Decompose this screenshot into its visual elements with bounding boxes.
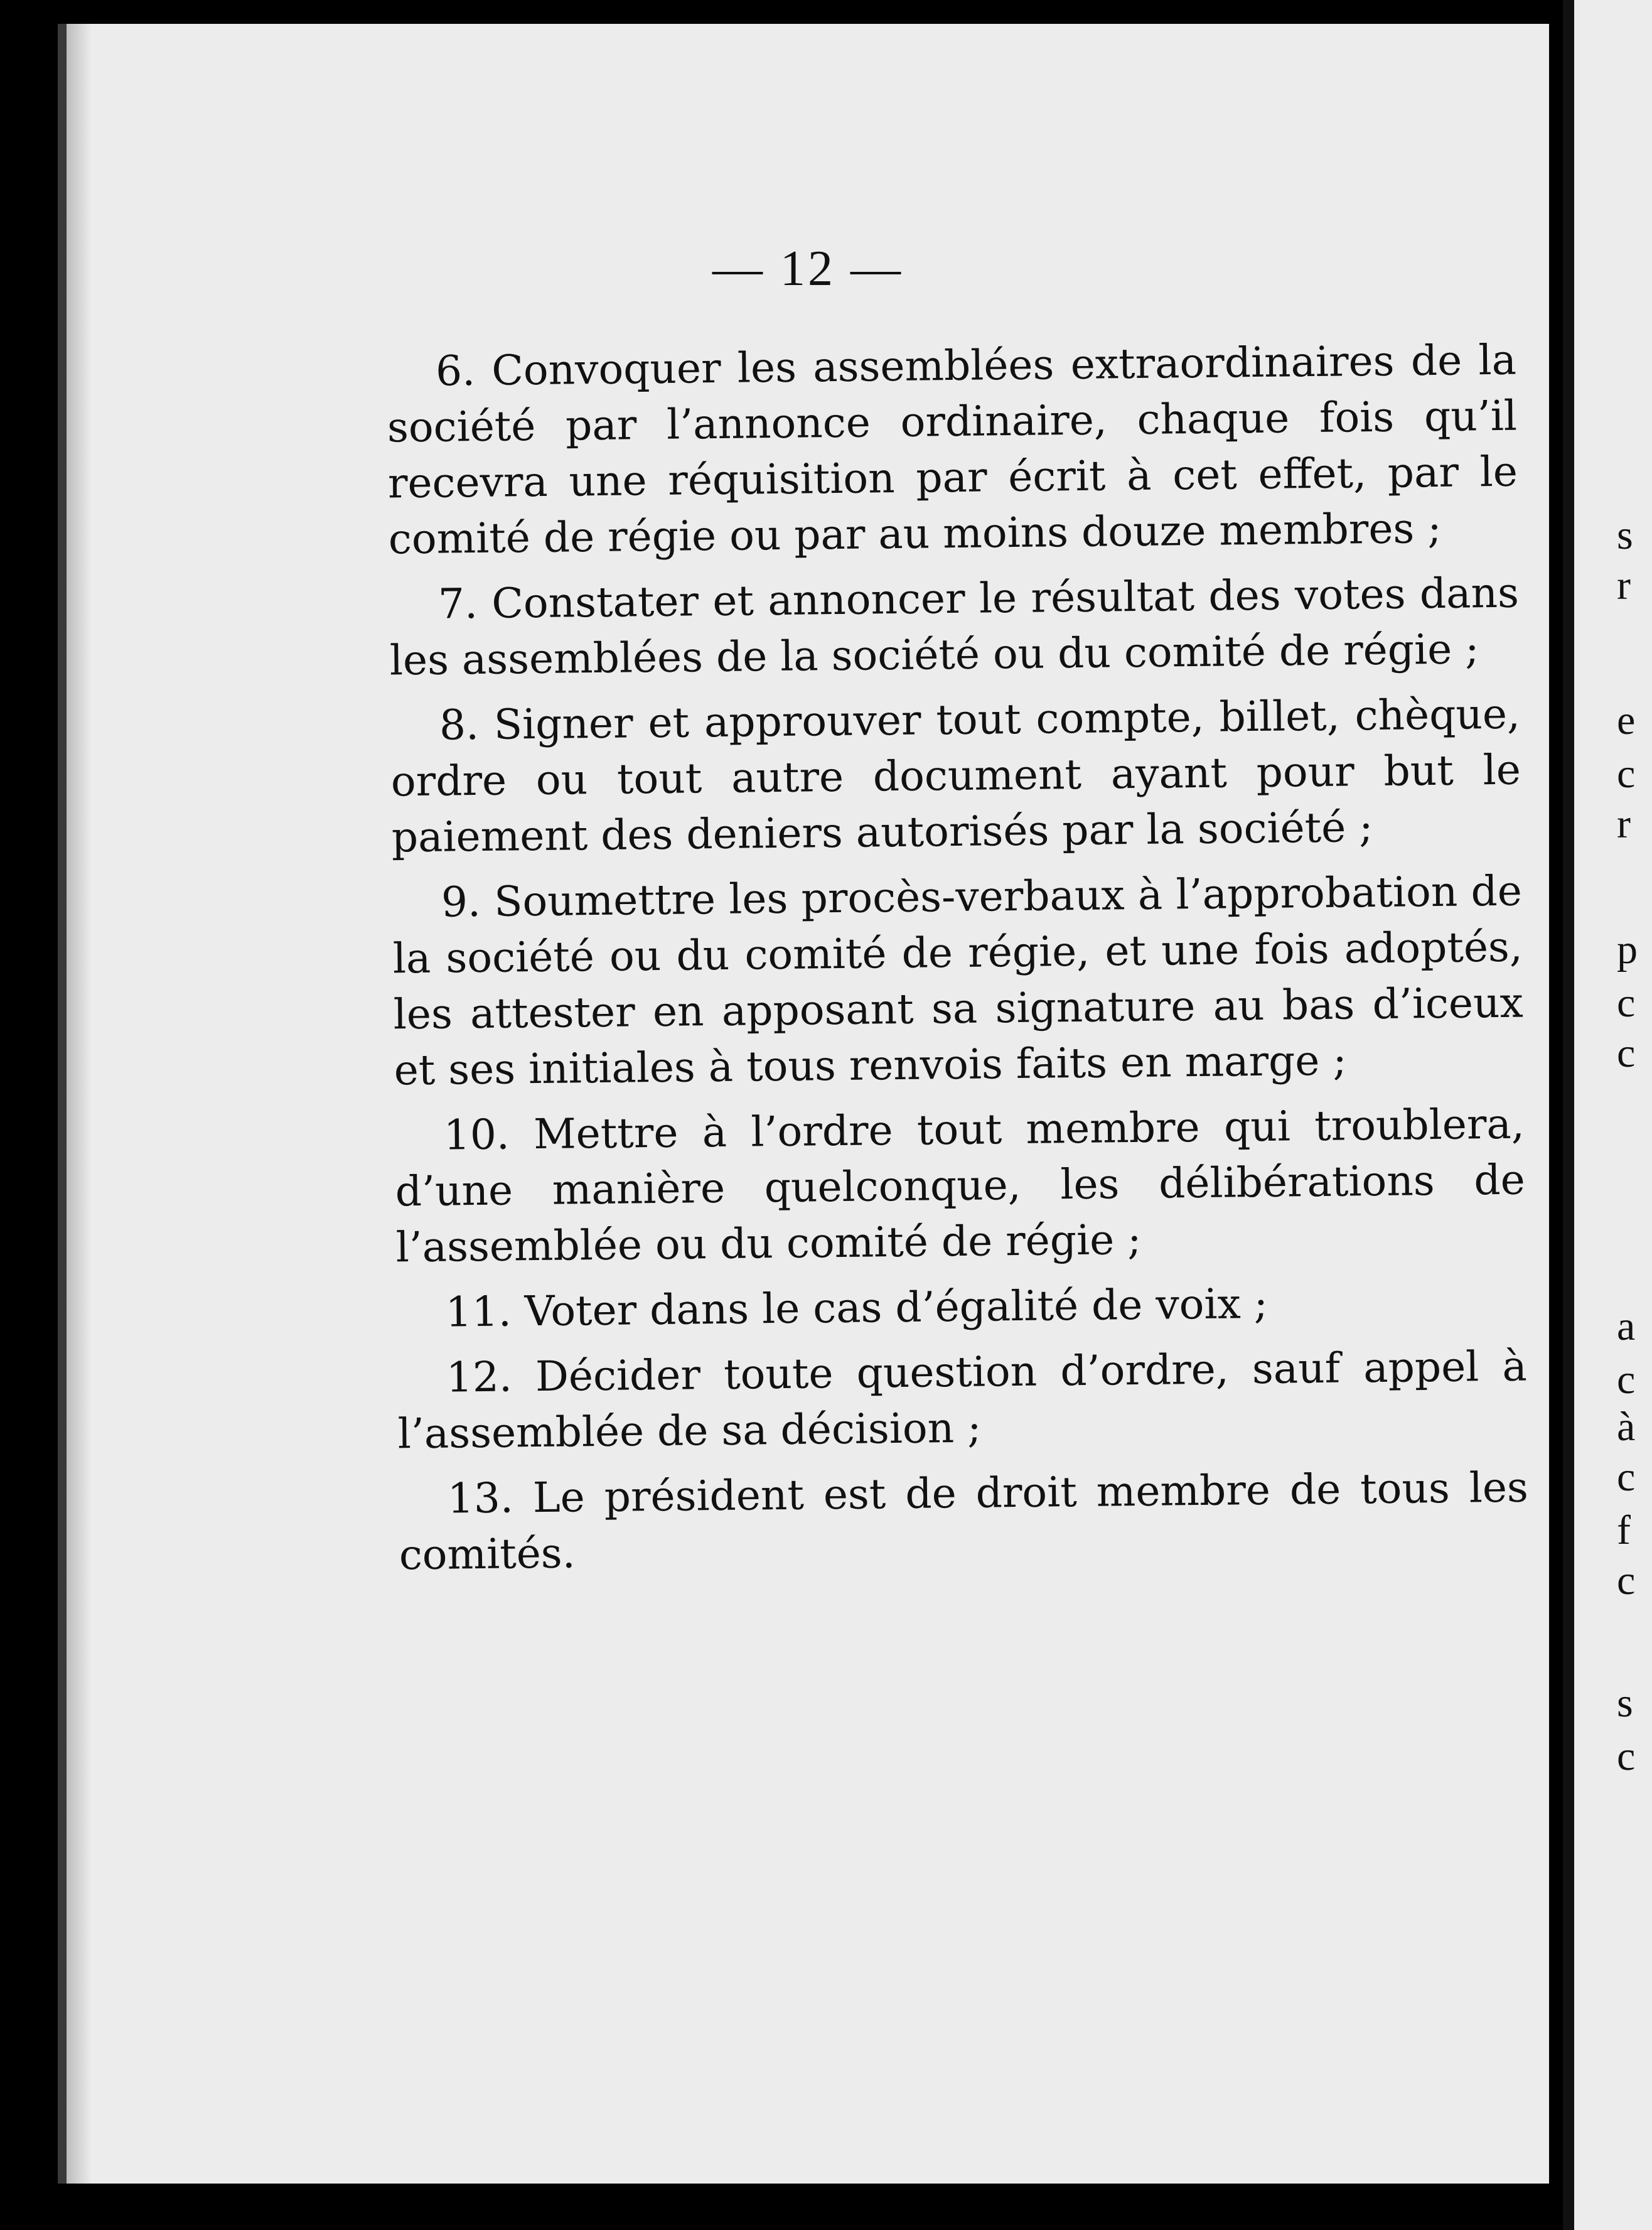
adjacent-page-char: c (1617, 1558, 1636, 1603)
adjacent-page-char: e (1617, 698, 1636, 743)
adjacent-page-edge (1563, 0, 1652, 2230)
adjacent-page-char: r (1617, 801, 1631, 847)
adjacent-page-char: s (1617, 1680, 1633, 1726)
paragraph-8: 8. Signer et approuver tout compte, billet, chèque, ordre ou tout autre document ayant pour but le paiement des deniers autorisés par la société ; (390, 689, 1521, 862)
adjacent-page-char: a (1617, 1303, 1636, 1349)
book-page (58, 24, 1549, 2184)
paragraph-12: 12. Décider toute question d’ordre, sauf appel à l’assemblée de sa décision ; (397, 1342, 1528, 1458)
adjacent-page-char: c (1617, 751, 1636, 797)
adjacent-page-char: r (1617, 563, 1631, 608)
paragraph-6: 6. Convoquer les assemblées extraordinaires de la société par l’annonce ordinaire, chaque fois qu’il recevra une réquisition par écrit à cet effet, par le comité de régie ou par au moins douze membres ; (387, 335, 1518, 564)
paragraph-11: 11. Voter dans le cas d’égalité de voix ; (445, 1279, 1268, 1337)
adjacent-page-char: p (1617, 927, 1638, 972)
adjacent-page-char: c (1617, 1454, 1636, 1500)
page-text (387, 332, 1530, 1593)
adjacent-page-char: c (1617, 1733, 1636, 1779)
adjacent-page-char: c (1617, 1030, 1636, 1076)
adjacent-page-char: c (1617, 1357, 1636, 1403)
paragraph-13: 13. Le président est de droit membre de tous les comités. (399, 1463, 1529, 1580)
page-number: — 12 — (712, 241, 903, 296)
adjacent-page-char: à (1617, 1404, 1636, 1450)
page-bottom-shadow (58, 2184, 1549, 2230)
adjacent-page-char: s (1617, 512, 1633, 558)
paragraph-9: 9. Soumettre les procès-verbaux à l’approbation de la société ou du comité de régie, et une fois adoptés, les attester en apposant sa signature au bas d’iceux et ses initiales à tous renvois faits en marge ; (392, 866, 1524, 1095)
adjacent-page-char: f (1617, 1507, 1631, 1553)
adjacent-page-char: c (1617, 980, 1636, 1026)
paragraph-10: 10. Mettre à l’ordre tout membre qui troublera, d’une manière quelconque, les délibérations de l’assemblée ou du comité de régie ; (395, 1099, 1526, 1272)
paragraph-7: 7. Constater et annoncer le résultat des votes dans les assemblées de la société ou du comité de régie ; (389, 568, 1520, 685)
